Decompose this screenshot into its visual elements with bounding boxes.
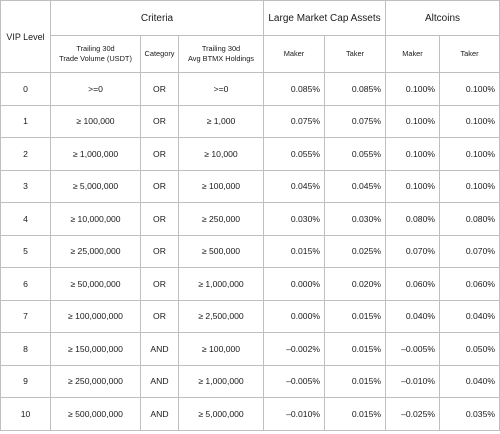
table-row	[1, 235, 500, 268]
table-row	[1, 170, 500, 203]
altcoins-taker-cell: 0.060%	[440, 268, 500, 301]
category-cell: AND	[141, 398, 179, 431]
altcoins-taker-cell: 0.100%	[440, 170, 500, 203]
altcoins-taker-header: Taker	[440, 36, 500, 73]
category-header: Category	[141, 36, 179, 73]
vip-level-cell: 8	[1, 333, 51, 366]
trade-volume-cell: ≥ 25,000,000	[51, 235, 141, 268]
holdings-cell: ≥ 1,000,000	[179, 365, 264, 398]
large-cap-taker-cell: 0.015%	[325, 333, 386, 366]
trade-volume-header-line1: Trailing 30d	[76, 44, 115, 53]
trade-volume-cell: ≥ 50,000,000	[51, 268, 141, 301]
category-cell: OR	[141, 203, 179, 236]
vip-level-cell: 2	[1, 138, 51, 171]
altcoins-taker-cell: 0.035%	[440, 398, 500, 431]
large-cap-taker-cell: 0.015%	[325, 300, 386, 333]
large-cap-taker-cell: 0.015%	[325, 398, 386, 431]
category-cell: OR	[141, 73, 179, 106]
altcoins-maker-cell: 0.060%	[386, 268, 440, 301]
large-cap-taker-cell: 0.030%	[325, 203, 386, 236]
holdings-cell: ≥ 5,000,000	[179, 398, 264, 431]
large-cap-maker-cell: 0.000%	[264, 268, 325, 301]
large-cap-maker-header: Maker	[264, 36, 325, 73]
holdings-cell: ≥ 10,000	[179, 138, 264, 171]
large-cap-maker-cell: 0.055%	[264, 138, 325, 171]
holdings-cell: ≥ 500,000	[179, 235, 264, 268]
large-cap-taker-cell: 0.075%	[325, 105, 386, 138]
category-cell: AND	[141, 365, 179, 398]
table-row	[1, 73, 500, 106]
altcoins-taker-cell: 0.070%	[440, 235, 500, 268]
vip-level-cell: 3	[1, 170, 51, 203]
large-cap-taker-cell: 0.020%	[325, 268, 386, 301]
altcoins-maker-header: Maker	[386, 36, 440, 73]
holdings-cell: >=0	[179, 73, 264, 106]
large-cap-maker-cell: 0.000%	[264, 300, 325, 333]
table-body	[1, 73, 500, 431]
large-cap-taker-cell: 0.085%	[325, 73, 386, 106]
table-row	[1, 398, 500, 431]
criteria-header: Criteria	[51, 1, 264, 36]
trade-volume-cell: ≥ 100,000,000	[51, 300, 141, 333]
category-cell: OR	[141, 170, 179, 203]
table-row	[1, 105, 500, 138]
altcoins-taker-cell: 0.080%	[440, 203, 500, 236]
altcoins-maker-cell: 0.100%	[386, 170, 440, 203]
large-cap-taker-cell: 0.015%	[325, 365, 386, 398]
table-row	[1, 365, 500, 398]
large-cap-maker-cell: 0.045%	[264, 170, 325, 203]
altcoins-maker-cell: –0.005%	[386, 333, 440, 366]
altcoins-maker-cell: 0.100%	[386, 105, 440, 138]
trade-volume-cell: ≥ 100,000	[51, 105, 141, 138]
holdings-header-line2: Avg BTMX Holdings	[188, 54, 254, 63]
holdings-header	[179, 36, 264, 73]
table-row	[1, 300, 500, 333]
large-cap-maker-cell: –0.005%	[264, 365, 325, 398]
table-row	[1, 138, 500, 171]
trade-volume-cell: ≥ 5,000,000	[51, 170, 141, 203]
altcoins-taker-cell: 0.050%	[440, 333, 500, 366]
category-cell: OR	[141, 268, 179, 301]
large-cap-maker-cell: 0.085%	[264, 73, 325, 106]
table-row	[1, 203, 500, 236]
category-cell: OR	[141, 138, 179, 171]
trade-volume-cell: ≥ 1,000,000	[51, 138, 141, 171]
altcoins-taker-cell: 0.040%	[440, 300, 500, 333]
large-cap-taker-cell: 0.025%	[325, 235, 386, 268]
vip-level-cell: 1	[1, 105, 51, 138]
holdings-cell: ≥ 1,000	[179, 105, 264, 138]
vip-level-cell: 10	[1, 398, 51, 431]
table-row	[1, 268, 500, 301]
altcoins-maker-cell: 0.070%	[386, 235, 440, 268]
trade-volume-cell: ≥ 250,000,000	[51, 365, 141, 398]
trade-volume-cell: >=0	[51, 73, 141, 106]
category-cell: AND	[141, 333, 179, 366]
vip-level-cell: 7	[1, 300, 51, 333]
vip-level-cell: 9	[1, 365, 51, 398]
holdings-cell: ≥ 1,000,000	[179, 268, 264, 301]
altcoins-taker-cell: 0.100%	[440, 105, 500, 138]
vip-level-header: VIP Level	[1, 1, 51, 73]
vip-level-cell: 0	[1, 73, 51, 106]
trade-volume-cell: ≥ 500,000,000	[51, 398, 141, 431]
altcoins-maker-cell: 0.040%	[386, 300, 440, 333]
altcoins-maker-cell: 0.100%	[386, 138, 440, 171]
altcoins-taker-cell: 0.040%	[440, 365, 500, 398]
trade-volume-header-line2: Trade Volume (USDT)	[59, 54, 132, 63]
holdings-cell: ≥ 100,000	[179, 333, 264, 366]
altcoins-maker-cell: 0.080%	[386, 203, 440, 236]
holdings-header-line1: Trailing 30d	[201, 44, 241, 53]
large-cap-taker-cell: 0.055%	[325, 138, 386, 171]
vip-level-cell: 6	[1, 268, 51, 301]
large-cap-maker-cell: –0.002%	[264, 333, 325, 366]
trade-volume-header	[51, 36, 141, 73]
holdings-cell: ≥ 2,500,000	[179, 300, 264, 333]
category-cell: OR	[141, 235, 179, 268]
holdings-cell: ≥ 250,000	[179, 203, 264, 236]
large-cap-header: Large Market Cap Assets	[264, 1, 386, 36]
large-cap-maker-cell: 0.075%	[264, 105, 325, 138]
altcoins-maker-cell: –0.025%	[386, 398, 440, 431]
vip-level-cell: 4	[1, 203, 51, 236]
large-cap-taker-cell: 0.045%	[325, 170, 386, 203]
large-cap-taker-header: Taker	[325, 36, 386, 73]
altcoins-header: Altcoins	[386, 1, 500, 36]
large-cap-maker-cell: 0.015%	[264, 235, 325, 268]
category-cell: OR	[141, 105, 179, 138]
vip-level-cell: 5	[1, 235, 51, 268]
altcoins-taker-cell: 0.100%	[440, 73, 500, 106]
altcoins-taker-cell: 0.100%	[440, 138, 500, 171]
trade-volume-cell: ≥ 10,000,000	[51, 203, 141, 236]
holdings-cell: ≥ 100,000	[179, 170, 264, 203]
trade-volume-cell: ≥ 150,000,000	[51, 333, 141, 366]
altcoins-maker-cell: 0.100%	[386, 73, 440, 106]
altcoins-maker-cell: –0.010%	[386, 365, 440, 398]
category-cell: OR	[141, 300, 179, 333]
large-cap-maker-cell: –0.010%	[264, 398, 325, 431]
table-row	[1, 333, 500, 366]
large-cap-maker-cell: 0.030%	[264, 203, 325, 236]
